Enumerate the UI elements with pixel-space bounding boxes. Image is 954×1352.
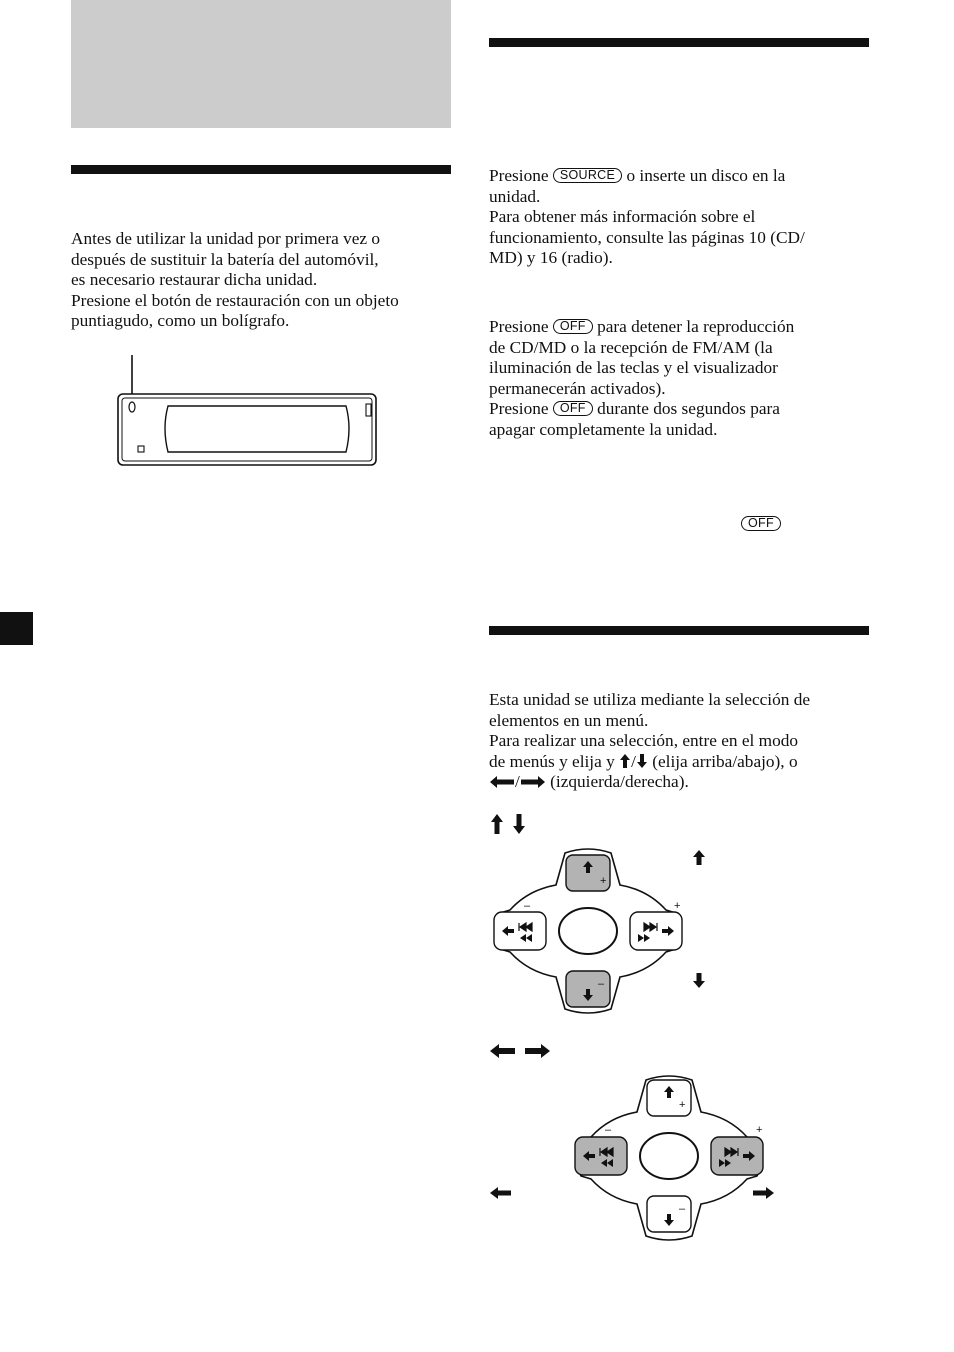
- right-plus-label: +: [756, 1124, 763, 1136]
- menu-text-b: (elija arriba/abajo), o: [652, 751, 798, 771]
- center-button: [640, 1133, 698, 1179]
- section-title-box: [71, 0, 451, 128]
- menu-line-3: Para realizar una selección, entre en el modo: [489, 731, 798, 751]
- down-callout-arrow-icon: [693, 973, 705, 988]
- power-off-line-4: permanecerán activados).: [489, 378, 666, 398]
- seek-forward-button: [711, 1137, 763, 1175]
- power-on-line-2: unidad.: [489, 186, 541, 206]
- power-off-line-5: [489, 399, 794, 420]
- left-minus-label: –: [605, 1124, 612, 1136]
- menu-text-c: (izquierda/derecha).: [550, 772, 689, 792]
- up-arrow-icon: [619, 753, 631, 769]
- right-plus-label: +: [674, 900, 681, 912]
- seek-back-button: [494, 912, 546, 950]
- left-callout-arrow-icon: [489, 1186, 513, 1200]
- menu-line-2: elementos en un menú.: [489, 710, 649, 730]
- menu-line-4: de menús y elija y / (elija arriba/abajo), o: [489, 751, 798, 771]
- section-rule-power: [489, 38, 869, 47]
- power-on-text-b: o inserte un disco en la: [626, 166, 786, 185]
- left-arrow-icon: [490, 1044, 515, 1058]
- off-button-2[interactable]: OFF: [553, 401, 593, 416]
- menu-line-1: Esta unidad se utiliza mediante la selección de: [489, 690, 811, 709]
- power-on-line-1: [489, 166, 805, 187]
- power-off-line-3: iluminación de las teclas y el visualizador: [489, 358, 778, 378]
- power-off-text-c: Presione: [489, 399, 549, 419]
- left-right-label-icons: [489, 1042, 551, 1060]
- controller-diagram-updown: [488, 845, 713, 1017]
- section-rule-reset: [71, 165, 451, 174]
- power-off-line-2: de CD/MD o la recepción de FM/AM (la: [489, 337, 773, 357]
- off-button-note[interactable]: OFF: [741, 516, 781, 531]
- section-rule-menu: [489, 626, 869, 635]
- display-window: [165, 406, 349, 452]
- reset-line-3: es necesario restaurar dicha unidad.: [71, 270, 318, 290]
- reset-paragraph: [71, 229, 399, 332]
- left-minus-label: –: [524, 900, 531, 912]
- power-off-line-6: apagar completamente la unidad.: [489, 419, 718, 439]
- down-minus-label: –: [679, 1203, 686, 1215]
- controller-diagram-leftright: [569, 1072, 774, 1242]
- menu-paragraph: [489, 690, 810, 793]
- power-off-text-b: para detener la reproducción: [597, 317, 795, 336]
- center-button: [559, 908, 617, 954]
- front-panel-illustration: [110, 350, 385, 475]
- power-on-paragraph: [489, 166, 805, 269]
- right-arrow-icon: [525, 1044, 550, 1058]
- down-arrow-icon: [636, 753, 648, 769]
- power-on-line-3: Para obtener más información sobre el: [489, 207, 756, 227]
- reset-line-5: puntiagudo, como un bolígrafo.: [71, 311, 290, 331]
- off-button[interactable]: OFF: [553, 319, 593, 334]
- power-off-text-d: durante dos segundos para: [597, 399, 780, 419]
- up-plus-label: +: [600, 875, 607, 887]
- up-plus-label: +: [679, 1099, 686, 1111]
- left-arrow-icon: [489, 775, 515, 789]
- menu-text-a: de menús y elija y: [489, 751, 615, 771]
- menu-line-5: / (izquierda/derecha).: [489, 772, 810, 793]
- up-down-label-icons: [489, 813, 529, 835]
- up-callout-arrow-icon: [693, 850, 705, 865]
- down-arrow-icon: [513, 814, 525, 834]
- page-tab: [0, 612, 33, 645]
- down-minus-label: –: [598, 978, 605, 990]
- reset-line-2: después de sustituir la batería del automóvil,: [71, 249, 379, 269]
- power-on-line-5: MD) y 16 (radio).: [489, 248, 613, 268]
- right-arrow-icon: [520, 775, 546, 789]
- power-off-line-1: [489, 317, 794, 338]
- seek-forward-button: [630, 912, 682, 950]
- power-on-text-a: Presione: [489, 166, 549, 185]
- reset-button: [129, 402, 135, 412]
- reset-line-1: Antes de utilizar la unidad por primera vez o: [71, 229, 381, 248]
- up-arrow-icon: [491, 814, 503, 834]
- power-off-text-a: Presione: [489, 317, 549, 336]
- power-on-line-4: funcionamiento, consulte las páginas 10 (CD/: [489, 227, 805, 247]
- source-button[interactable]: SOURCE: [553, 168, 622, 183]
- note-off-key: [741, 516, 781, 534]
- seek-back-button: [575, 1137, 627, 1175]
- right-callout-arrow-icon: [751, 1186, 775, 1200]
- reset-line-4: Presione el botón de restauración con un objeto: [71, 290, 399, 310]
- power-off-paragraph: [489, 317, 794, 441]
